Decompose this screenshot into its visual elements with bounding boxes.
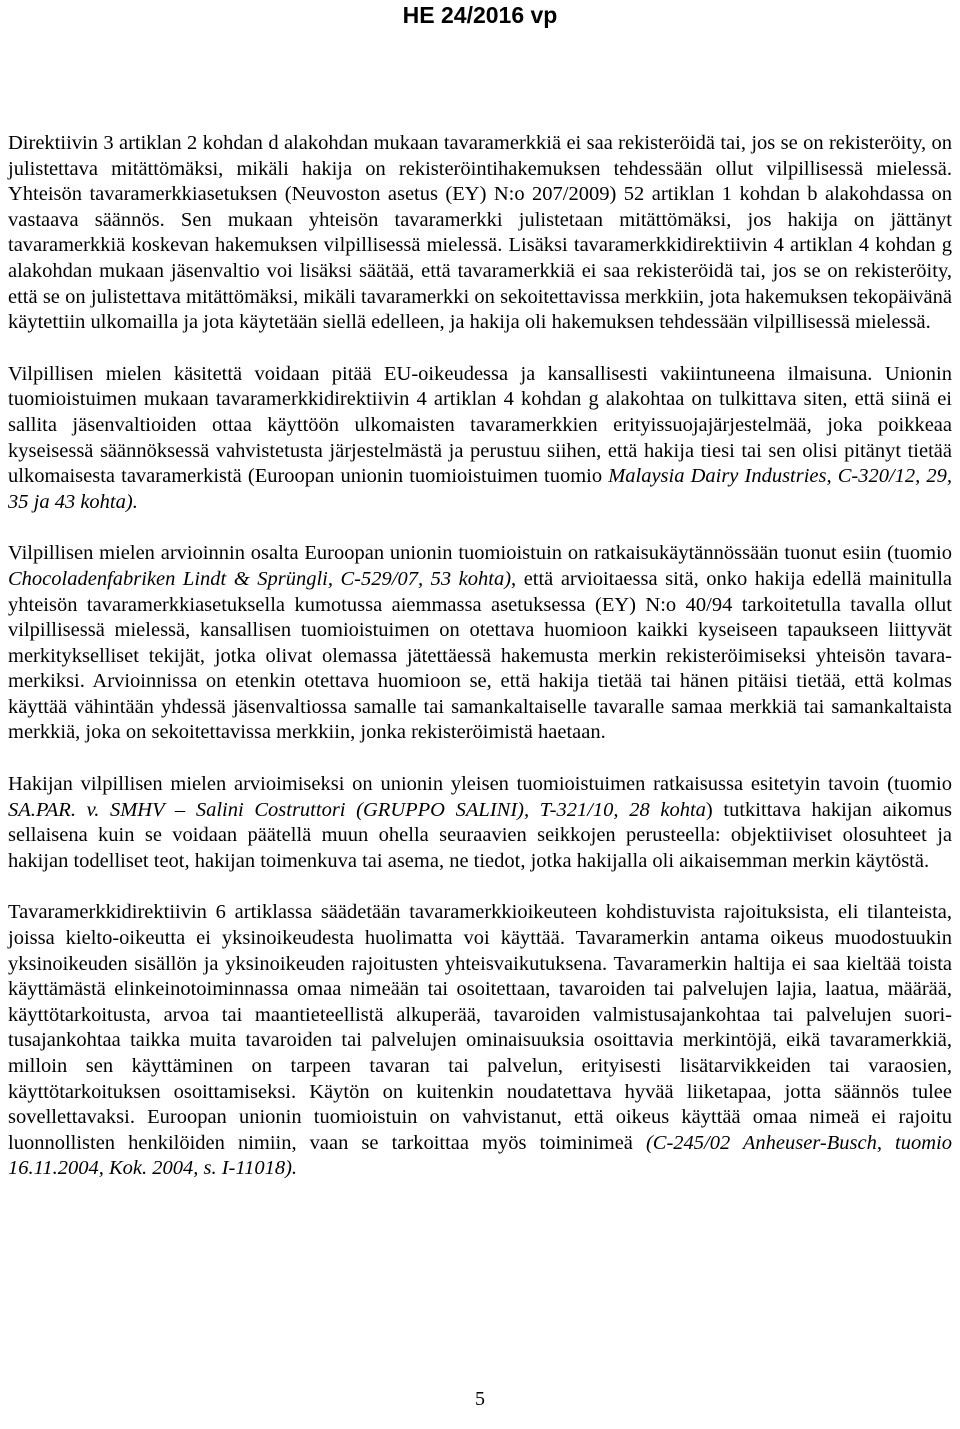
paragraph-4	[8, 772, 952, 874]
paragraph-2-text: Vilpillisen mielen käsitettä voidaan pitää EU-oikeudessa ja kansallisesti vakiintuneena ilmaisuna. Unionin tuomioistuimen mukaan tavaramerkkidirektiivin 4 artiklan 4 kohdan g alakohtaa on tulkittava siten, että siinä ei sallita jäsenvaltioiden ottaa käyttöön ulkomaisten tavaramerkkien erityissuojajärjestelmää, joka poikkeaa kyseisessä säännöksessä vahvistetusta järjestelmästä ja perustuu siihen, että hakija tiesi tai sen olisi pitänyt tietää ulkomaisesta tavaramerkistä (Euroopan unionin tuomioistuimen tuomio	[8, 362, 952, 488]
case-citation-salini: SA.PAR. v. SMHV – Salini Costruttori (GRUPPO SALINI), T-321/10, 28 kohta	[8, 798, 706, 821]
paragraph-3	[8, 541, 952, 746]
paragraph-4-text-end: ) tutkittava hakijan aikomus sellaisena kuin se voidaan päätellä muun ohella seuraavien seikkojen perusteella: objektiiviset olosuhteet ja hakijan todelliset teot, hakijan toimenkuva tai asema, ne tiedot, jotka hakijalla oli aikaisemman merkin käytöstä.	[8, 798, 952, 872]
paragraph-2	[8, 362, 952, 516]
document-header: HE 24/2016 vp	[402, 2, 558, 28]
paragraph-4-text-start: Hakijan vilpillisen mielen arvioimiseksi on unionin yleisen tuomioistuimen ratkaisussa esitetyin tavoin (tuomio	[8, 773, 952, 796]
paragraph-3-text-end: , että arvioitaessa sitä, onko hakija edellä mainitulla yhteisön tavaramerkkiasetuksella kumotussa aiemmassa asetuksessa (EY) N:o 40/94 tarkoitetulla tavalla ollut vilpillisessä mielessä, kansallisen tuomioistuimen on otettava huomioon kaikki kyseiseen tapaukseen liittyvät merkitykselliset tekijät, jotka olivat olemassa jätettäessä hakemusta merkin rekisteröimiseksi yhteisön tavaramerkiksi. Arvioinnissa on etenkin otettava huomioon se, että hakija tietää tai hänen pitäisi tietää, että kolmas käyttää vähintään yhdessä jäsenvaltiossa samalle tai samankaltaiselle tavaralle samaa merkkiä tai samankaltaista merkkiä, joka on sekoitettavissa merkkiin, jonka rekisteröimistä haetaan.	[8, 567, 953, 744]
document-body	[8, 131, 952, 1182]
paragraph-3-text-start: Vilpillisen mielen arvioinnin osalta Euroopan unionin tuomioistuin on ratkaisukäytännössään tuonut esiin (tuomio	[8, 542, 952, 565]
paragraph-5	[8, 900, 952, 1182]
page-number: 5	[475, 1388, 485, 1410]
case-citation-anheuser-busch: (C-245/02 Anheuser-Busch, tuomio 16.11.2004, Kok. 2004, s. I-11018).	[8, 1131, 952, 1180]
case-citation-malaysia-dairy: Malaysia Dairy Industries, C-320/12, 29, 35 ja 43 kohta).	[8, 465, 952, 513]
paragraph-5-text: Tavaramerkkidirektiivin 6 artiklassa säädetään tavaramerkkioikeuteen kohdistuvista rajoituksista, eli tilanteista, joissa kielto-oikeutta ei yksinoikeudesta huolimatta voi käyttää. Tavaramerkin antama oikeus muodostuukin yksinoikeuden sisällön ja yksinoikeuden rajoitusten yhteisvaikutuksena. Tavaramerkin haltija ei saa kieltää toista käyttämästä elinkeinotoiminnassa omaa nimeään tai osoitettaan, tavaroiden tai palvelujen lajia, laatua, määrää, käyttötarkoitusta, arvoa tai maantieteellistä alkuperää, tavaroiden valmistusajankohtaa tai palvelujen suoritusajankohtaa taikka muita tavaroiden tai palvelujen ominaisuuksia osoittavia merkintöjä, eikä tavaramerkkiä, milloin sen käyttäminen on tarpeen tavaran tai palvelun, erityisesti lisätarvikkeiden tai varaosien, käyttötarkoituksen osoittamiseksi. Käytön on kuitenkin noudatettava hyvää liiketapaa, jotta säännös tulee sovellettavaksi. Euroopan unionin tuomioistuin on vahvistanut, että oikeus käyttää omaa nimeä ei rajoitu luonnollisten henkilöiden nimiin, vaan se tarkoittaa myös toiminimeä	[8, 901, 952, 1154]
paragraph-1-text: Direktiivin 3 artiklan 2 kohdan d alakohdan mukaan tavaramerkkiä ei saa rekisteröidä tai, jos se on rekisteröity, on julistettava mitättömäksi, mikäli hakija on rekisteröintihakemuksen tehdessään ollut vilpillisessä mielessä. Yhteisön tavaramerkkiasetuksen (Neuvoston asetus (EY) N:o 207/2009) 52 artiklan 1 kohdan b alakohdassa on vastaava säännös. Sen mukaan yhteisön tavaramerkki julistetaan mitättömäksi, jos hakija on jättänyt tavaramerkkiä koskevan hakemuksen vilpillisessä mielessä. Lisäksi tavaramerkkidirektiivin 4 artiklan 4 kohdan g alakohdan mukaan jäsenvaltio voi lisäksi säätää, että tavaramerkkiä ei saa rekisteröidä tai, jos se on rekisteröity, että se on julistettava mitättömäksi, mikäli tavaramerkki on sekoitettavissa merkkiin, jota hakemuksen tekopäivänä käytettiin ulkomailla ja jota käytetään siellä edelleen, ja hakija oli hakemuksen tehdessään vilpillisessä mielessä.	[8, 132, 952, 334]
paragraph-1	[8, 131, 952, 336]
case-citation-lindt: Chocoladenfabriken Lindt & Sprüngli, C-529/07, 53 kohta)	[8, 567, 512, 590]
